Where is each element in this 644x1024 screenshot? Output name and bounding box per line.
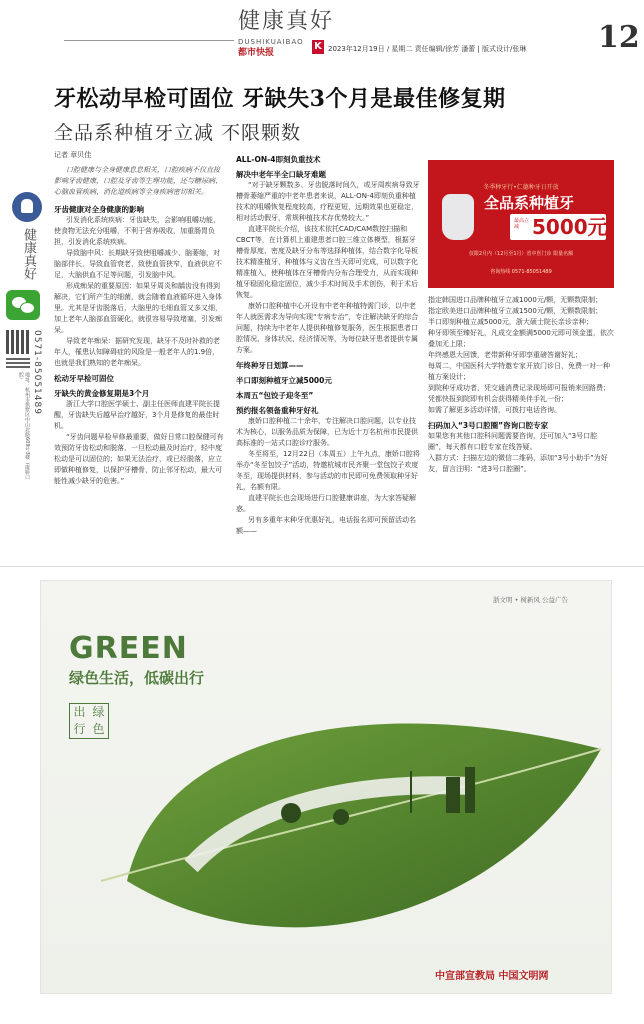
- paragraph: 康娇口腔种植中心开设有中老年种植特需门诊，以中老年人就医需求为导向实现“专病专治”，专注解决缺牙的综合问题，持续为中老年人提供种植修复服务，医生根据患者口腔情况、身体状况、经济情况等，为每位缺牙患者提供专属方案。: [236, 302, 419, 354]
- building-icon-2: [465, 767, 475, 813]
- green-stamp: [69, 703, 109, 739]
- paragraph: 年终感恩大回馈，老带新种牙即享重磅答谢好礼；: [428, 351, 582, 359]
- public-service-ad: [40, 580, 612, 994]
- paragraph: 直建平院长也会现场进行口腔健康讲座，为大家答疑解惑。: [236, 494, 416, 513]
- subheading: 预约报名领备重种牙好礼: [236, 406, 319, 415]
- column-3-body: [428, 295, 614, 475]
- column-2-body: [236, 154, 422, 537]
- paragraph: “对于缺牙颗数多、牙齿脱落时间久，或牙周疾病导致牙槽骨萎缩严重的中老年患者来说，ALL-ON-4即刻负重种植技术的咀嚼恢复程度较高，疗程更短，远期效果也更稳定，相对活动假牙，常规种植技术存优势较大。”: [236, 181, 420, 222]
- column-name: 健康真好: [21, 228, 36, 280]
- subheading: 本周五“包饺子迎冬至”: [236, 391, 314, 400]
- paragraph: 直建平院长介绍，该技术依托CAD/CAM数控扫描和CBCT等，在计算机上重建患者口腔三维立体模型，根据牙槽骨厚度、密度及缺牙分布等选择种植体，结合数字化导板技术精准植牙，种植体与义齿在当天即可完成，可以数字化精准植入，使种植体在牙槽骨内分布合理受力，从而实现种植牙稳固化稳定固位，减少手术时间及手术创伤，利于术后恢复。: [236, 225, 418, 299]
- leaf-shape: [127, 724, 601, 928]
- ad-bottom-line: 仅限2月内（12月至1月）省中医门诊 限量名额: [468, 251, 574, 257]
- sidebar-address: 地址：杭州市拱墅区中山北路609号3楼（康娇口腔）: [18, 372, 30, 480]
- intro-paragraph: 口腔健康与全身健康息息相关，口腔疾病不仅直接影响牙齿健康，口腔及牙齿等生理功能，还与糖尿病、心脑血管疾病、消化道疾病等全身疾病密切相关。: [54, 166, 222, 196]
- paragraph: 入群方式：扫描左边的微信二维码，添加“3号小助手”为好友，留言注明：“进3号口腔圈”。: [428, 454, 608, 473]
- brand-logo: 都市快报: [238, 48, 275, 58]
- dental-implant-ad[interactable]: [428, 160, 614, 288]
- headline: 牙松动早检可固位 牙缺失3个月是最佳修复期: [54, 86, 506, 112]
- paragraph: 凭都快报到院即有机会获得精美伴手礼一份；: [428, 395, 568, 403]
- date-line: 2023年12月19日 / 星期二 责任编辑/徐芳 潘蕾 | 版式设计/张琳: [328, 45, 527, 53]
- brand-pinyin: DUSHIKUAIBAO: [238, 38, 304, 46]
- column-1-body: [54, 204, 224, 487]
- article-column-2: [236, 150, 422, 560]
- tooth-logo-icon: [12, 192, 42, 222]
- section-divider: [0, 566, 644, 567]
- ad-hotline: 咨询热线 0571-85051489: [490, 269, 552, 275]
- article-column-1: [54, 150, 224, 560]
- paragraph: 指定欧美进口品牌种植牙立减1500元/颗，无颗数限制；: [428, 307, 603, 315]
- qr-code-footer-icon: [6, 356, 30, 368]
- subheading: 扫码加入“3号口腔圈”咨询口腔专家: [428, 421, 549, 430]
- ad-top-line: 冬季种牙行•仁德种牙日开放: [483, 184, 559, 191]
- paragraph: 形成痴呆的重要原因：如果牙周炎和龋齿没有得到解决，它们所产生的细菌，就会随着血液循环进入身体里。尤其是牙齿脱落后，大脑里的毛细血管又多又细，加上老年人脑部血管硬化，就很容易导致堵塞，引发痴呆。: [54, 282, 222, 334]
- psa-credit: 浙文明 • 树新风 公益广告: [493, 596, 569, 604]
- byline: 记者 章贝佳: [54, 151, 92, 159]
- building-icon: [446, 777, 460, 813]
- ad-price-label: 最高立减: [514, 218, 530, 230]
- paragraph: 到院种牙成功者，凭交通消费记录现场即可报销来回路费；: [428, 384, 610, 392]
- paragraph: 另有多重年末种牙优惠好礼，电话报名即可预留活动名额——: [236, 516, 416, 535]
- sidebar: [0, 150, 50, 560]
- paragraph: 导致脑中风：长期缺牙致使咀嚼减少、脑萎缩，对脑部伴长，导致血管衰老，致使血管狭窄，血液供应不足，大脑供血不足等问题，引发脑中风。: [54, 249, 222, 279]
- green-subtitle: 绿色生活，低碳出行: [69, 669, 205, 687]
- paragraph: 指定韩国进口品牌种植牙立减1000元/颗，无颗数限制；: [428, 296, 603, 304]
- paragraph: 半口即刻种植立减5000元，浙大硕士院长亲诊亲种；: [428, 318, 593, 326]
- stamp-char: 绿: [92, 705, 105, 719]
- subheading: 解决中老年半全口缺牙难题: [236, 170, 326, 179]
- psa-footer: 中宣部宣教局 中国文明网: [435, 971, 549, 982]
- paragraph: 浙江大学口腔医学硕士、副主任医师直建平院长提醒，牙齿缺失后越早治疗越好，3个月是修复的最佳时机。: [54, 400, 220, 430]
- stamp-char: 行: [73, 722, 86, 736]
- paragraph: 如需了解更多活动详情，可拨打电话咨询。: [428, 406, 561, 414]
- stamp-char: 出: [73, 705, 86, 719]
- subheading: 松动牙早检可固位: [54, 374, 114, 383]
- subheading: ALL-ON-4即刻负重技术: [236, 155, 321, 164]
- paragraph: 如果您有其他口腔科问题需要咨询，还可加入“3号口腔圈”，每天都有口腔专家在线答疑。: [428, 432, 598, 451]
- paragraph: 每周二，中国医科大学特邀专家开放门诊日，免费一对一种植方案设计；: [428, 362, 610, 381]
- subheading: 牙齿健康对全身健康的影响: [54, 205, 144, 214]
- ad-price: 5000元: [532, 215, 608, 239]
- page-number: 12: [598, 20, 640, 55]
- cyclist-icon-2: [333, 809, 349, 825]
- green-title: GREEN: [69, 631, 188, 666]
- subheading: 半口即刻种植牙立减5000元: [236, 376, 332, 385]
- subheading: 年终种牙日划算——: [236, 361, 304, 370]
- article-column-3: [428, 295, 614, 560]
- sidebar-phone: 0571-85051489: [32, 330, 42, 415]
- paragraph: 引发消化系统疾病：牙齿缺失，会影响咀嚼功能，使食物无法充分咀嚼，不利于营养吸收，加重肠胃负担，引发消化系统疾病。: [54, 216, 220, 246]
- section-title: 健康真好: [238, 9, 335, 34]
- paragraph: 冬至将至，12月22日（本周五）上午九点，康娇口腔将举办“冬至包饺子”活动，特邀杭城市民齐聚一堂包饺子欢度冬至，现场提供材料，参与活动的市民即可免费领取种牙好礼，名额有限。: [236, 450, 420, 491]
- masthead: [0, 0, 644, 72]
- wechat-icon: [6, 290, 40, 320]
- paragraph: “牙齿问题早检早修最重要，做好日常口腔保健可有效预防牙齿松动和脱落，一旦松动最及时治疗，轻中度松动是可以固位的；如果无法治疗，或已经脱落，应立即做种植修复，以保护牙槽骨，防止邻牙松动，最大可能性减少缺牙的危害。”: [54, 433, 224, 485]
- paragraph: 康娇口腔种植二十余年，专注解决口腔问题，以专业技术为核心，以服务品质为保障，已为近十万名杭州市民提供高标准的一站式口腔诊疗服务。: [236, 417, 418, 447]
- masthead-rule: [64, 40, 234, 41]
- subhead: 全品系种植牙立减 不限颗数: [54, 122, 302, 144]
- k-logo-icon: K: [312, 40, 324, 54]
- ad-title: 全品系种植牙: [484, 194, 575, 212]
- paragraph: 导致老年痴呆：据研究发现，缺牙不及时补救的老年人，罹患认知障碍症的风险是一般老年人的1.9倍，也就是我们熟知的老年痴呆。: [54, 337, 220, 367]
- cyclist-icon: [281, 803, 301, 823]
- subheading: 牙缺失的黄金修复期是3个月: [54, 389, 150, 398]
- implant-tooth-icon: [442, 194, 474, 240]
- qr-code-icon[interactable]: [6, 330, 30, 354]
- paragraph: 种牙即领至臻好礼，凡成交金额满5000元即可领金蛋，依次叠加无上限；: [428, 329, 614, 348]
- stamp-char: 色: [92, 722, 105, 736]
